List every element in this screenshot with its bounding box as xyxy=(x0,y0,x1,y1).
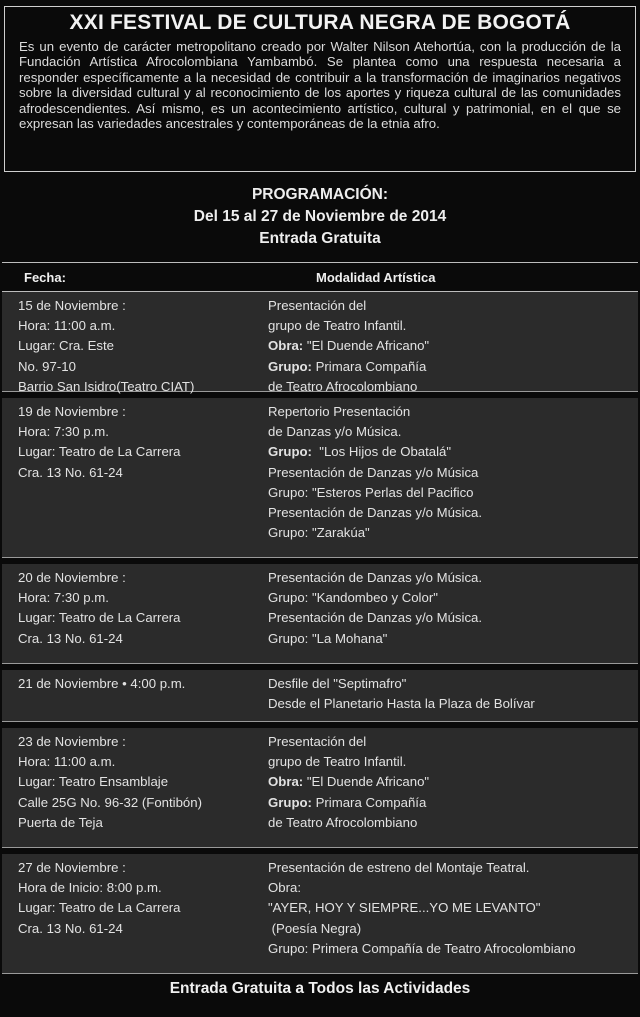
program-line xyxy=(268,752,638,772)
program-line-text: Primara Compañía xyxy=(311,358,427,374)
event-date-info xyxy=(2,568,266,663)
program-line xyxy=(268,422,638,442)
event-detail-line: 27 de Noviembre : xyxy=(18,860,126,875)
program-line-label: Grupo: xyxy=(268,358,312,374)
program-line-text: Grupo: "Esteros Perlas del Pacifico xyxy=(268,484,474,500)
program-line-label: Grupo: xyxy=(268,444,312,460)
program-line-text: "El Duende Africano" xyxy=(303,338,430,354)
event-row xyxy=(2,564,638,664)
program-line-text: "AYER, HOY Y SIEMPRE...YO ME LEVANTO" xyxy=(268,900,541,916)
festival-flyer xyxy=(0,6,640,1017)
event-detail-line: Lugar: Teatro de La Carrera xyxy=(18,444,181,460)
schedule-header xyxy=(2,262,638,292)
event-row xyxy=(2,292,638,392)
program-line xyxy=(268,523,638,543)
program-line xyxy=(268,772,638,792)
program-line xyxy=(268,858,638,878)
event-detail-line: 21 de Noviembre • 4:00 p.m. xyxy=(18,676,186,691)
program-line-text: (Poesía Negra) xyxy=(268,920,362,936)
program-line-text: Presentación de Danzas y/o Música. xyxy=(268,610,483,626)
program-line-text: Desfile del "Septimafro" xyxy=(268,676,407,691)
program-line-text: de Teatro Afrocolombiano xyxy=(268,814,418,830)
event-program-info xyxy=(266,402,638,557)
program-line xyxy=(268,483,638,503)
event-date-info xyxy=(2,674,266,721)
programacion-dates: Del 15 al 27 de Noviembre de 2014 xyxy=(193,208,447,225)
program-line xyxy=(268,568,638,588)
program-line xyxy=(268,336,638,356)
program-line xyxy=(268,503,638,523)
event-date-info xyxy=(2,858,266,973)
event-detail-line: Hora: 11:00 a.m. xyxy=(18,318,116,334)
programacion-block xyxy=(2,184,638,260)
event-program-info xyxy=(266,674,638,721)
footer-note: Entrada Gratuita a Todos las Actividades xyxy=(169,980,471,997)
program-line-text: Presentación del xyxy=(268,298,367,313)
programacion-entry: Entrada Gratuita xyxy=(259,230,381,247)
program-line xyxy=(268,402,638,422)
event-row xyxy=(2,398,638,558)
intro-box xyxy=(4,6,636,172)
program-line xyxy=(268,898,638,918)
event-detail-line: 15 de Noviembre : xyxy=(18,298,126,313)
program-line-text: Grupo: "La Mohana" xyxy=(268,630,388,646)
program-line-text: grupo de Teatro Infantil. xyxy=(268,754,407,770)
schedule-list xyxy=(2,292,638,974)
event-detail-line: Lugar: Teatro de La Carrera xyxy=(18,900,181,916)
program-line-text: Repertorio Presentación xyxy=(268,404,411,419)
program-line xyxy=(268,674,638,694)
program-line-text: Obra: xyxy=(268,880,301,896)
event-row xyxy=(2,670,638,722)
event-detail-line: Calle 25G No. 96-32 (Fontibón) xyxy=(18,794,202,810)
program-line-label: Obra: xyxy=(268,338,304,354)
program-line xyxy=(268,608,638,628)
program-line xyxy=(268,442,638,462)
event-detail-line: 23 de Noviembre : xyxy=(18,734,126,749)
program-line-label: Obra: xyxy=(268,774,304,790)
column-modalidad: Modalidad Artística xyxy=(316,269,436,285)
event-detail-line: Hora: 7:30 p.m. xyxy=(18,424,109,440)
program-line xyxy=(268,694,638,714)
event-program-info xyxy=(266,296,638,394)
event-detail-line: Hora: 11:00 a.m. xyxy=(18,754,116,770)
program-line xyxy=(268,813,638,833)
program-line xyxy=(268,463,638,483)
event-detail-line: Hora de Inicio: 8:00 p.m. xyxy=(18,880,162,896)
program-line xyxy=(268,732,638,752)
program-line-text: Presentación de estreno del Montaje Teatral. xyxy=(268,860,530,875)
program-line xyxy=(268,377,638,397)
event-row xyxy=(2,854,638,974)
program-line-text: Primara Compañía xyxy=(311,794,427,810)
program-line xyxy=(268,878,638,898)
event-detail-line: Puerta de Teja xyxy=(18,814,103,830)
program-line xyxy=(268,316,638,336)
program-line xyxy=(268,629,638,649)
program-line xyxy=(268,919,638,939)
event-detail-line: Lugar: Teatro de La Carrera xyxy=(18,610,181,626)
program-line-text: Presentación del xyxy=(268,734,367,749)
program-line-text: Presentación de Danzas y/o Música xyxy=(268,464,479,480)
event-date-info xyxy=(2,402,266,557)
event-detail-line: Cra. 13 No. 61-24 xyxy=(18,630,123,646)
program-line-text: Presentación de Danzas y/o Música. xyxy=(268,505,483,521)
event-detail-line: Cra. 13 No. 61-24 xyxy=(18,464,123,480)
event-detail-line: Lugar: Teatro Ensamblaje xyxy=(18,774,169,790)
program-line-text: "El Duende Africano" xyxy=(303,774,430,790)
column-fecha: Fecha: xyxy=(24,269,66,285)
program-line-text: de Teatro Afrocolombiano xyxy=(268,378,418,394)
event-date-info xyxy=(2,296,266,394)
event-date-info xyxy=(2,732,266,847)
event-detail-line: 19 de Noviembre : xyxy=(18,404,126,419)
program-line xyxy=(268,296,638,316)
programacion-heading: PROGRAMACIÓN: xyxy=(251,186,389,203)
event-detail-line: 20 de Noviembre : xyxy=(18,570,126,585)
event-detail-line: No. 97-10 xyxy=(18,358,76,374)
event-detail-line: Cra. 13 No. 61-24 xyxy=(18,920,123,936)
program-line xyxy=(268,588,638,608)
event-detail-line: Lugar: Cra. Este xyxy=(18,338,115,354)
program-line-text: Grupo: Primera Compañía de Teatro Afrocolombiano xyxy=(268,940,576,956)
event-row xyxy=(2,728,638,848)
page-title: XXI FESTIVAL DE CULTURA NEGRA DE BOGOTÁ xyxy=(69,11,571,34)
program-line xyxy=(268,939,638,959)
program-line-text: Presentación de Danzas y/o Música. xyxy=(268,570,483,585)
event-program-info xyxy=(266,858,638,973)
program-line-text: Grupo: "Kandombeo y Color" xyxy=(268,590,438,606)
event-program-info xyxy=(266,732,638,847)
event-detail-line: Hora: 7:30 p.m. xyxy=(18,590,109,606)
program-line-text: "Los Hijos de Obatalá" xyxy=(311,444,452,460)
event-detail-line: Barrio San Isidro(Teatro CIAT) xyxy=(18,378,195,394)
program-line-text: Grupo: "Zarakúa" xyxy=(268,525,370,541)
program-line-text: de Danzas y/o Música. xyxy=(268,424,402,440)
program-line-text: Desde el Planetario Hasta la Plaza de Bolívar xyxy=(268,696,535,712)
program-line xyxy=(268,793,638,813)
program-line-label: Grupo: xyxy=(268,794,312,810)
event-program-info xyxy=(266,568,638,663)
intro-paragraph: Es un evento de carácter metropolitano creado por Walter Nilson Atehortúa, con la producción de la Fundación Artística Afrocolombiana Yambambó. Se plantea como una respuesta necesaria a responder específicamente a la necesidad de contribuir a la transformación de imaginarios negativos sobre la diversidad cultural y al reconocimiento de los aportes y riqueza cultural de las comunidades afrodescendientes. Así mismo, es un acontecimiento artístico, cultural y patrimonial, en el que se expresan las variedades ancestrales y contemporáneas de la etnia afro. xyxy=(19,39,621,132)
program-line xyxy=(268,357,638,377)
program-line-text: grupo de Teatro Infantil. xyxy=(268,318,407,334)
